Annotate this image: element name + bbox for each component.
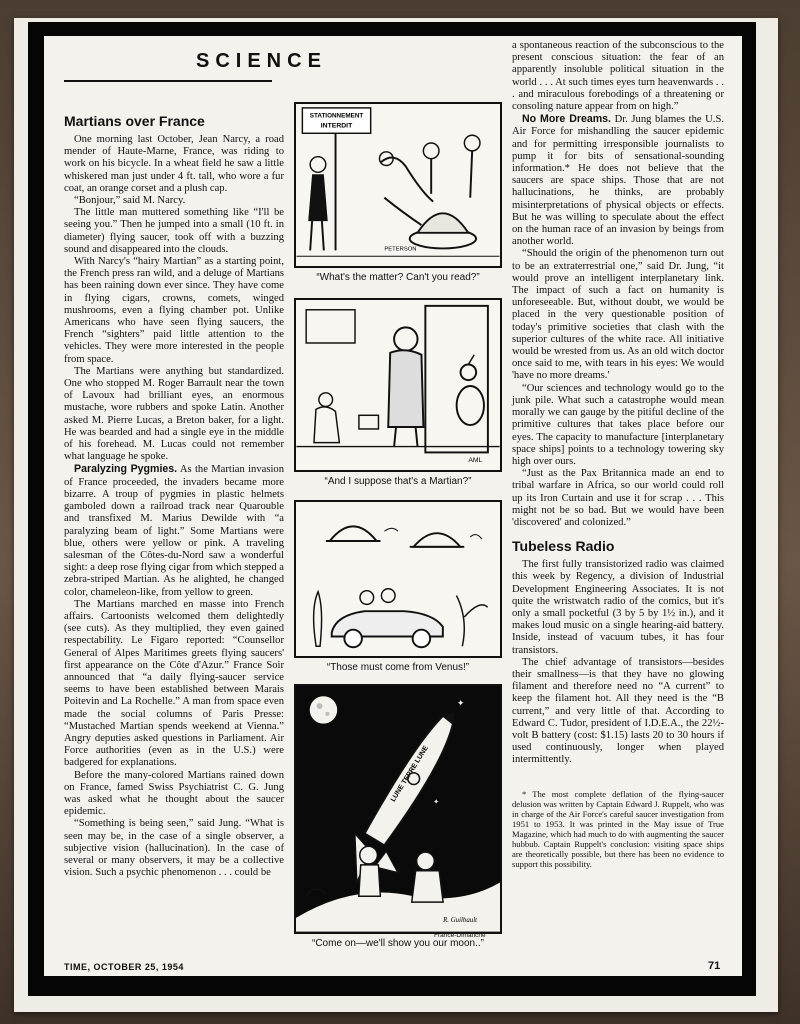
cartoon-moon-rocket (294, 684, 502, 934)
page-dateline: TIME, OCTOBER 25, 1954 (64, 962, 184, 972)
paragraph-text: Dr. Jung blames the U.S. Air Force for mishandling the saucer epidemic and for permitting irresponsible journalists to pump it for bits of sensational-sounding information.* He does not believe that the saucers are space ships. Those that are not hallucinations, he thinks, are probably misinterpretations of physical objects or effects. But he was willing to speculate about the effect on the human race of an invasion by beings from another world. (512, 114, 724, 248)
cartoon-martian-doorway (294, 298, 502, 472)
column-right (512, 40, 724, 869)
article-headline: Martians over France (64, 113, 205, 129)
paragraph: Before the many-colored Martians rained down on France, famed Swiss Psychiatrist C. G. Jung was asked what he thought about the saucer epidemic. (64, 769, 284, 818)
section-title: SCIENCE (196, 50, 327, 72)
cartoon-signature: R. Guilbault (443, 916, 478, 924)
cartoon-caption: “Those must come from Venus!” (326, 662, 470, 673)
sign-text-line-2: INTERDIT (320, 122, 353, 130)
cartoon-caption: “What's the matter? Can't you read?” (316, 272, 480, 283)
magazine-page (44, 36, 742, 976)
cartoon-illustration (296, 300, 500, 470)
cartoon-illustration (296, 104, 500, 266)
paragraph (64, 463, 284, 598)
paragraph: “Just as the Pax Britannica made an end to tribal warfare in Africa, so our world could roll up its Iron Curtain and use it for scrap . . . This might not be so bad. But we would have been 'discovered' and colonized.” (512, 468, 724, 528)
paragraph: The Martians were anything but standardized. One who stopped M. Roger Barrault near the town of Lavoux had brilliant eyes, an enormous mustache, wore rubbers and spoke Latin. Another asked M. Pierre Lucas, a Breton baker, for a light. He was bearded and had a single eye in the middle of his forehead. M. Lucas could not remember what language he spoke. (64, 365, 284, 463)
footnote: * The most complete deflation of the flying-saucer delusion was written by Captain Edward J. Ruppelt, who was in charge of the Air Force's careful saucer investigation from 1951 to 1953. It was printed in the May issue of True Magazine, which had much to do with augmenting the saucer hubbub. Captain Ruppelt's conclusion: visiting space ships are theoretically possible, but there has been no evidence to support this possibility. (512, 788, 724, 869)
cartoon-venus (294, 500, 502, 658)
subhead: No More Dreams. (522, 113, 612, 126)
star-icon: ✦ (456, 698, 465, 709)
cartoon-no-parking (294, 102, 502, 268)
paragraph: The first fully transistorized radio was claimed this week by Regency, a division of Industrial Development Engineering Associates. It is not quite the wristwatch radio of the comics, but it's only a small pocketful (3 by 5 by 1½ in.), and it makes loud music on a single hearing-aid battery. Inside, instead of vacuum tubes, it has four transistors. (512, 559, 724, 656)
page-number: 71 (708, 960, 721, 972)
paragraph: With Narcy's “hairy Martian” as a starting point, the French press ran wild, and a deluge of Martians has been raining down ever since. They have come in flying cigars, crowns, comets, winged mushrooms, even a flying chamber pot. Unlike Americans who have seen flying saucers, the French “sighters” paid little attention to the vehicles. They were more interested in the people from space. (64, 256, 284, 365)
paragraph: “Something is being seen,” said Jung. “What is seen may be, in the case of a single observer, a subjective vision (hallucination). In the case of several or many observers, it may be a collective vision. Such a psychic phenomenon . . . could be (64, 818, 284, 879)
paragraph: “Our sciences and technology would go to the junk pile. What such a catastrophe would mean morally we can gauge by the pitiful decline of the primitive cultures that takes place before our eyes. The capacity to manufacture [interplanetary space ships] points to a technology towering sky high over ours. (512, 382, 724, 467)
paragraph (512, 113, 724, 248)
paragraph: The little man muttered something like “I'll be seeing you.” Then he jumped into a small (10 ft. in diameter) flying saucer, took off with a buzzing sound and disappeared into the clouds. (64, 207, 284, 255)
cartoon-illustration (296, 502, 500, 656)
paragraph: The Martians marched en masse into French affairs. Cartoonists welcomed them delightedly (see cuts). As they multiplied, they even gained respectability. Le Figaro reported: “Counsellor General of Alpes Maritimes greets flying saucers' first appearance on the Côte d'Azur.” France Soir announced that “a daily flying-saucer service seems to have been established between Marais Poitevin and La Rochelle.” A man from space even made the social columns of Paris Presse: “Mustached Martian spends weekend at Vienna.” Angry deputies asked questions in Parliament. Air Force authorities (even as in the U.S.) were badgered for explanations. (64, 598, 284, 769)
cartoon-credit: France-Dimanche (434, 932, 486, 939)
paragraph: “Should the origin of the phenomenon turn out to be an extraterrestrial one,” said Dr. Jung, “it would prove an intelligent interplanetary link. The impact of such a fact on humanity is unforeseeable. But, without doubt, we would be placed in the very questionable position of today's primitive societies that clash with the superior cultures of the white race. All initiative would be wrested from us. As an old witch doctor once said to me, with tears in his eyes: We would 'have no more dreams.' (512, 248, 724, 382)
star-icon: ✦ (433, 799, 440, 807)
paragraph: a spontaneous reaction of the subconscious to the present conscious situation: the fear of an apparently insoluble political situation in the world . . . At such times eyes turn heavenwards . . . and miraculous forebodings of a threatening or consoling nature appear from on high.” (512, 40, 724, 113)
rocket-lettering: LUNE TERRE LUNE (389, 744, 430, 804)
cartoon-signature: PETERSON (384, 246, 417, 253)
cartoon-illustration (296, 686, 500, 932)
section-rule (64, 80, 272, 82)
column-left (64, 112, 284, 879)
paragraph-text: As the Martian invasion of France proceeded, the invaders became more bizarre. A troup of pygmies in plastic helmets gamboled down a railroad track near Quarouble and transfixed M. Marius Dewilde with “a paralyzing beam of light.” Some Martians were blue, others were yellow or pink. A traveling salesman of the Côtes-du-Nord saw a wonderful sight: a deep rose flying cigar from which stepped a zebra-striped Martian. As he alighted, he changed color, chameleon-like, from yellow to green. (64, 464, 284, 598)
paragraph: One morning last October, Jean Narcy, a road mender of Haute-Marne, France, was riding to work on his bicycle. In a wheat field he saw a little whiskered man just under 4 ft. tall, who wore a fur coat, an orange corset and a plush cap. (64, 134, 284, 194)
cartoon-signature: AML (468, 457, 483, 465)
article-headline: Tubeless Radio (512, 538, 615, 555)
cartoon-caption: “Come on—we'll show you our moon..” (312, 938, 484, 949)
scanned-page (28, 22, 756, 996)
sign-text-line-1: STATIONNEMENT (309, 112, 364, 120)
subhead: Paralyzing Pygmies. (74, 463, 178, 476)
paragraph: “Bonjour,” said M. Narcy. (74, 195, 186, 207)
cartoon-caption: “And I suppose that's a Martian?” (324, 476, 472, 487)
paragraph: The chief advantage of transistors—besides their smallness—is that they have no glowing filament and therefore need no “A current” to keep the filament hot. All they need is the “B current,” and very little of that. According to Edward C. Tudor, president of I.D.E.A., the 22½-volt B battery (cost: $1.15) lasts 20 to 30 hours if used continuously, longer when played intermittently. (512, 656, 724, 766)
